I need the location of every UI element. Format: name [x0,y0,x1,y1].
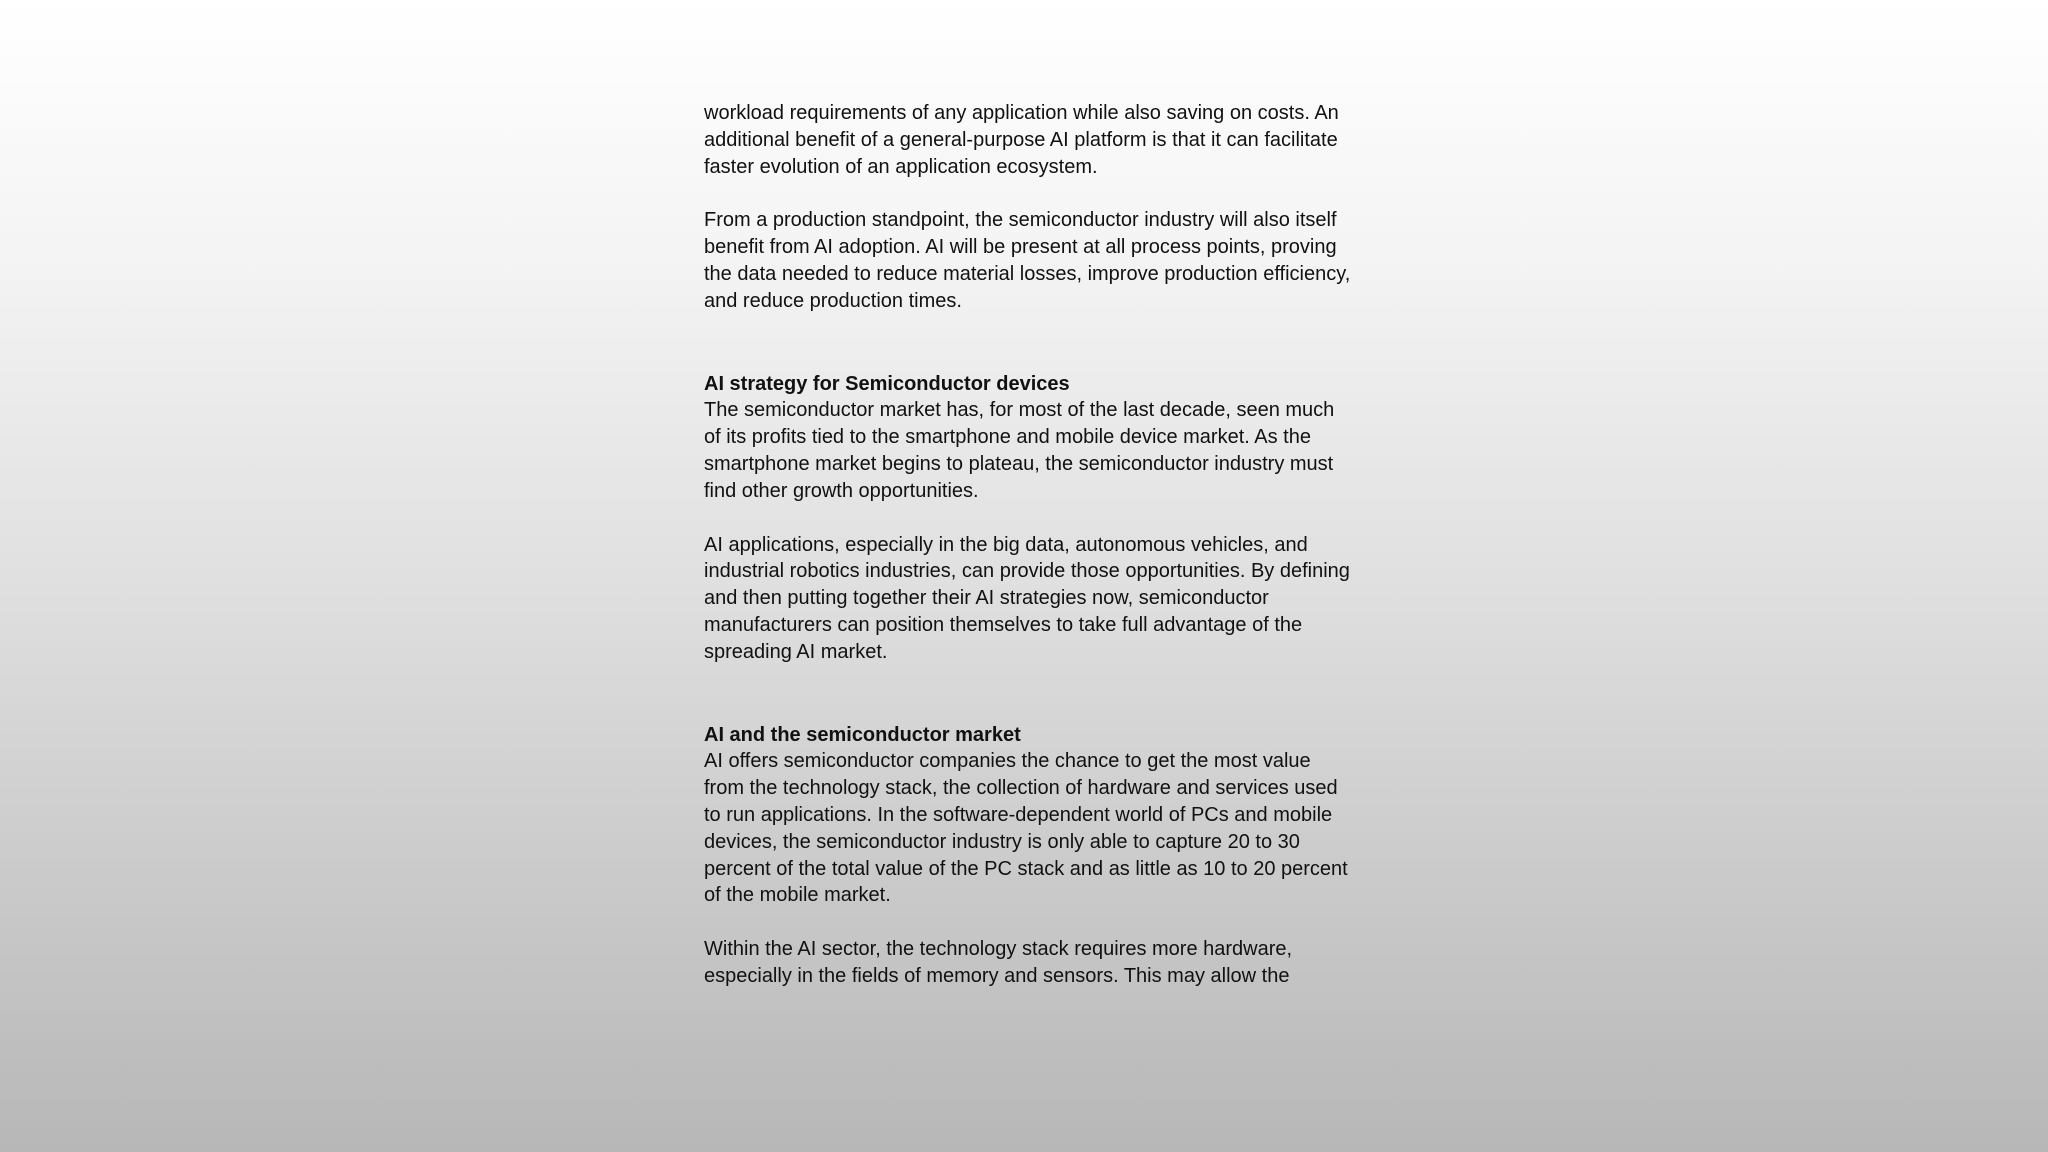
section-heading-ai-strategy: AI strategy for Semiconductor devices [704,372,1070,395]
section-ai-strategy [704,371,1354,666]
paragraph-spacer [704,180,1354,207]
intro-paragraph-2: From a production standpoint, the semiconductor industry will also itself benefit from AI adoption. AI will be present at all process points, proving the data needed to reduce material losses, improve production efficiency, and reduce production times. [704,209,1351,312]
document-body [704,100,1354,990]
section-spacer [704,666,1354,722]
section-paragraph: AI applications, especially in the big data, autonomous vehicles, and industrial robotics industries, can provide those opportunities. By defining and then putting together their AI strategies now, semiconductor manufacturers can position themselves to take full advantage of the spreading AI market. [704,533,1350,663]
section-paragraph: Within the AI sector, the technology stack requires more hardware, especially in the fields of memory and sensors. This may allow the [704,938,1293,987]
section-ai-semiconductor-market [704,722,1354,990]
paragraph-spacer [704,909,1354,936]
paragraph-spacer [704,505,1354,532]
section-spacer [704,315,1354,371]
section-paragraph: The semiconductor market has, for most of the last decade, seen much of its profits tied to the smartphone and mobile device market. As the smartphone market begins to plateau, the semiconductor industry must find other growth opportunities. [704,399,1335,502]
section-paragraph: AI offers semiconductor companies the chance to get the most value from the technology stack, the collection of hardware and services used to run applications. In the software-dependent world of PCs and mobile devices, the semiconductor industry is only able to capture 20 to 30 percent of the total value of the PC stack and as little as 10 to 20 percent of the mobile market. [704,750,1348,907]
intro-paragraph-1: workload requirements of any application while also saving on costs. An additional benefit of a general-purpose AI platform is that it can facilitate faster evolution of an application ecosystem. [704,102,1339,178]
section-heading-ai-semiconductor-market: AI and the semiconductor market [704,723,1021,746]
